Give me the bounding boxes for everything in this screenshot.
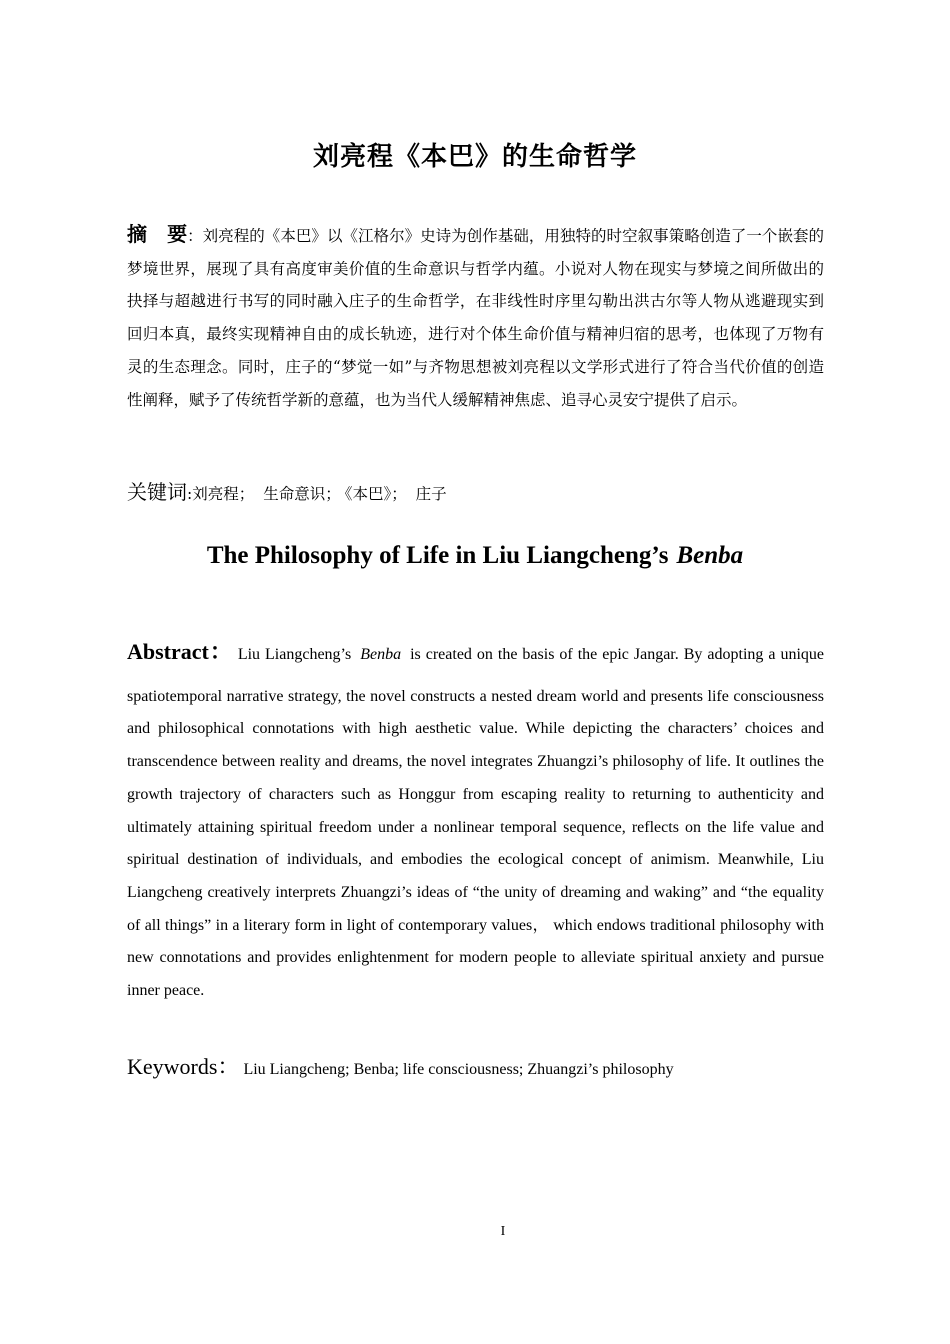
chinese-keywords	[127, 476, 824, 505]
english-abstract-text: spatiotemporal narrative strategy, the novel constructs a nested dream world and presents life consciousness and philosophical connotations with high aesthetic value. While depicting the characters’ choices and transcendence between reality and dreams, the novel integrates Zhuangzi’s philosophy of life. It outlines the growth trajectory of characters such as Honggur from escaping reality to returning to authenticity and ultimately attaining spiritual freedom under a nonlinear temporal sequence, reflects on the life value and spiritual destination of individuals, and embodies the ecological concept of animism. Meanwhile, Liu Liangcheng creatively interprets Zhuangzi’s ideas of “the unity of dreaming and waking” and “the equality of all things” in a literary form in light of contemporary values， which endows traditional philosophy with new connotations and provides enlightenment for modern people to alleviate spiritual anxiety and pursue inner peace.	[127, 687, 824, 1000]
chinese-abstract-text: 刘亮程的《本巴》以《江格尔》史诗为创作基础，用独特的时空叙事策略创造了一个嵌套的梦境世界，展现了具有高度审美价值的生命意识与哲学内蕴。小说对人物在现实与梦境之间所做出的抉择与超越进行书写的同时融入庄子的生命哲学，在非线性时序里勾勒出洪古尔等人物从逃避现实到回归本真，最终实现精神自由的成长轨迹，进行对个体生命价值与精神归宿的思考，也体现了万物有灵的生态理念。同时，庄子的“梦觉一如”与齐物思想被刘亮程以文学形式进行了符合当代价值的创造性阐释，赋予了传统哲学新的意蕴，也为当代人缓解精神焦虑、追寻心灵安宁提供了启示。	[127, 227, 825, 409]
chinese-keyword: 庄子	[415, 485, 447, 503]
chinese-keyword: 《本巴》；	[344, 485, 407, 503]
chinese-title: 刘亮程《本巴》的生命哲学	[312, 142, 637, 172]
english-title-italic: Benba	[676, 542, 744, 569]
english-title	[0, 542, 950, 570]
english-abstract-first-italic: Benba	[360, 646, 402, 663]
english-abstract-first-b: is created on the basis of the epic Jangar. By adopting a unique	[410, 646, 824, 663]
chinese-abstract	[127, 218, 824, 416]
chinese-keywords-colon: :	[187, 485, 193, 503]
chinese-abstract-label	[127, 222, 187, 246]
english-abstract-label: Abstract：	[127, 639, 233, 664]
english-keywords	[127, 1050, 824, 1081]
english-keywords-label: Keywords：	[127, 1054, 240, 1079]
chinese-keywords-label: 关键词	[127, 480, 187, 504]
page-number: I	[500, 1224, 506, 1239]
chinese-keyword: 刘亮程；	[192, 485, 255, 503]
chinese-abstract-colon: ：	[187, 227, 203, 245]
english-abstract-first-line	[127, 636, 824, 672]
english-title-main: The Philosophy of Life in Liu Liangcheng’s	[206, 542, 669, 569]
chinese-keyword: 生命意识；	[263, 485, 341, 503]
english-abstract-first-a: Liu Liangcheng’s	[237, 646, 352, 663]
chinese-abstract-label-b: 要	[167, 222, 188, 246]
chinese-abstract-label-a: 摘	[127, 222, 148, 246]
english-keywords-text: Liu Liangcheng; Benba; life consciousness; Zhuangzi’s philosophy	[243, 1061, 674, 1078]
english-abstract	[127, 636, 824, 1008]
